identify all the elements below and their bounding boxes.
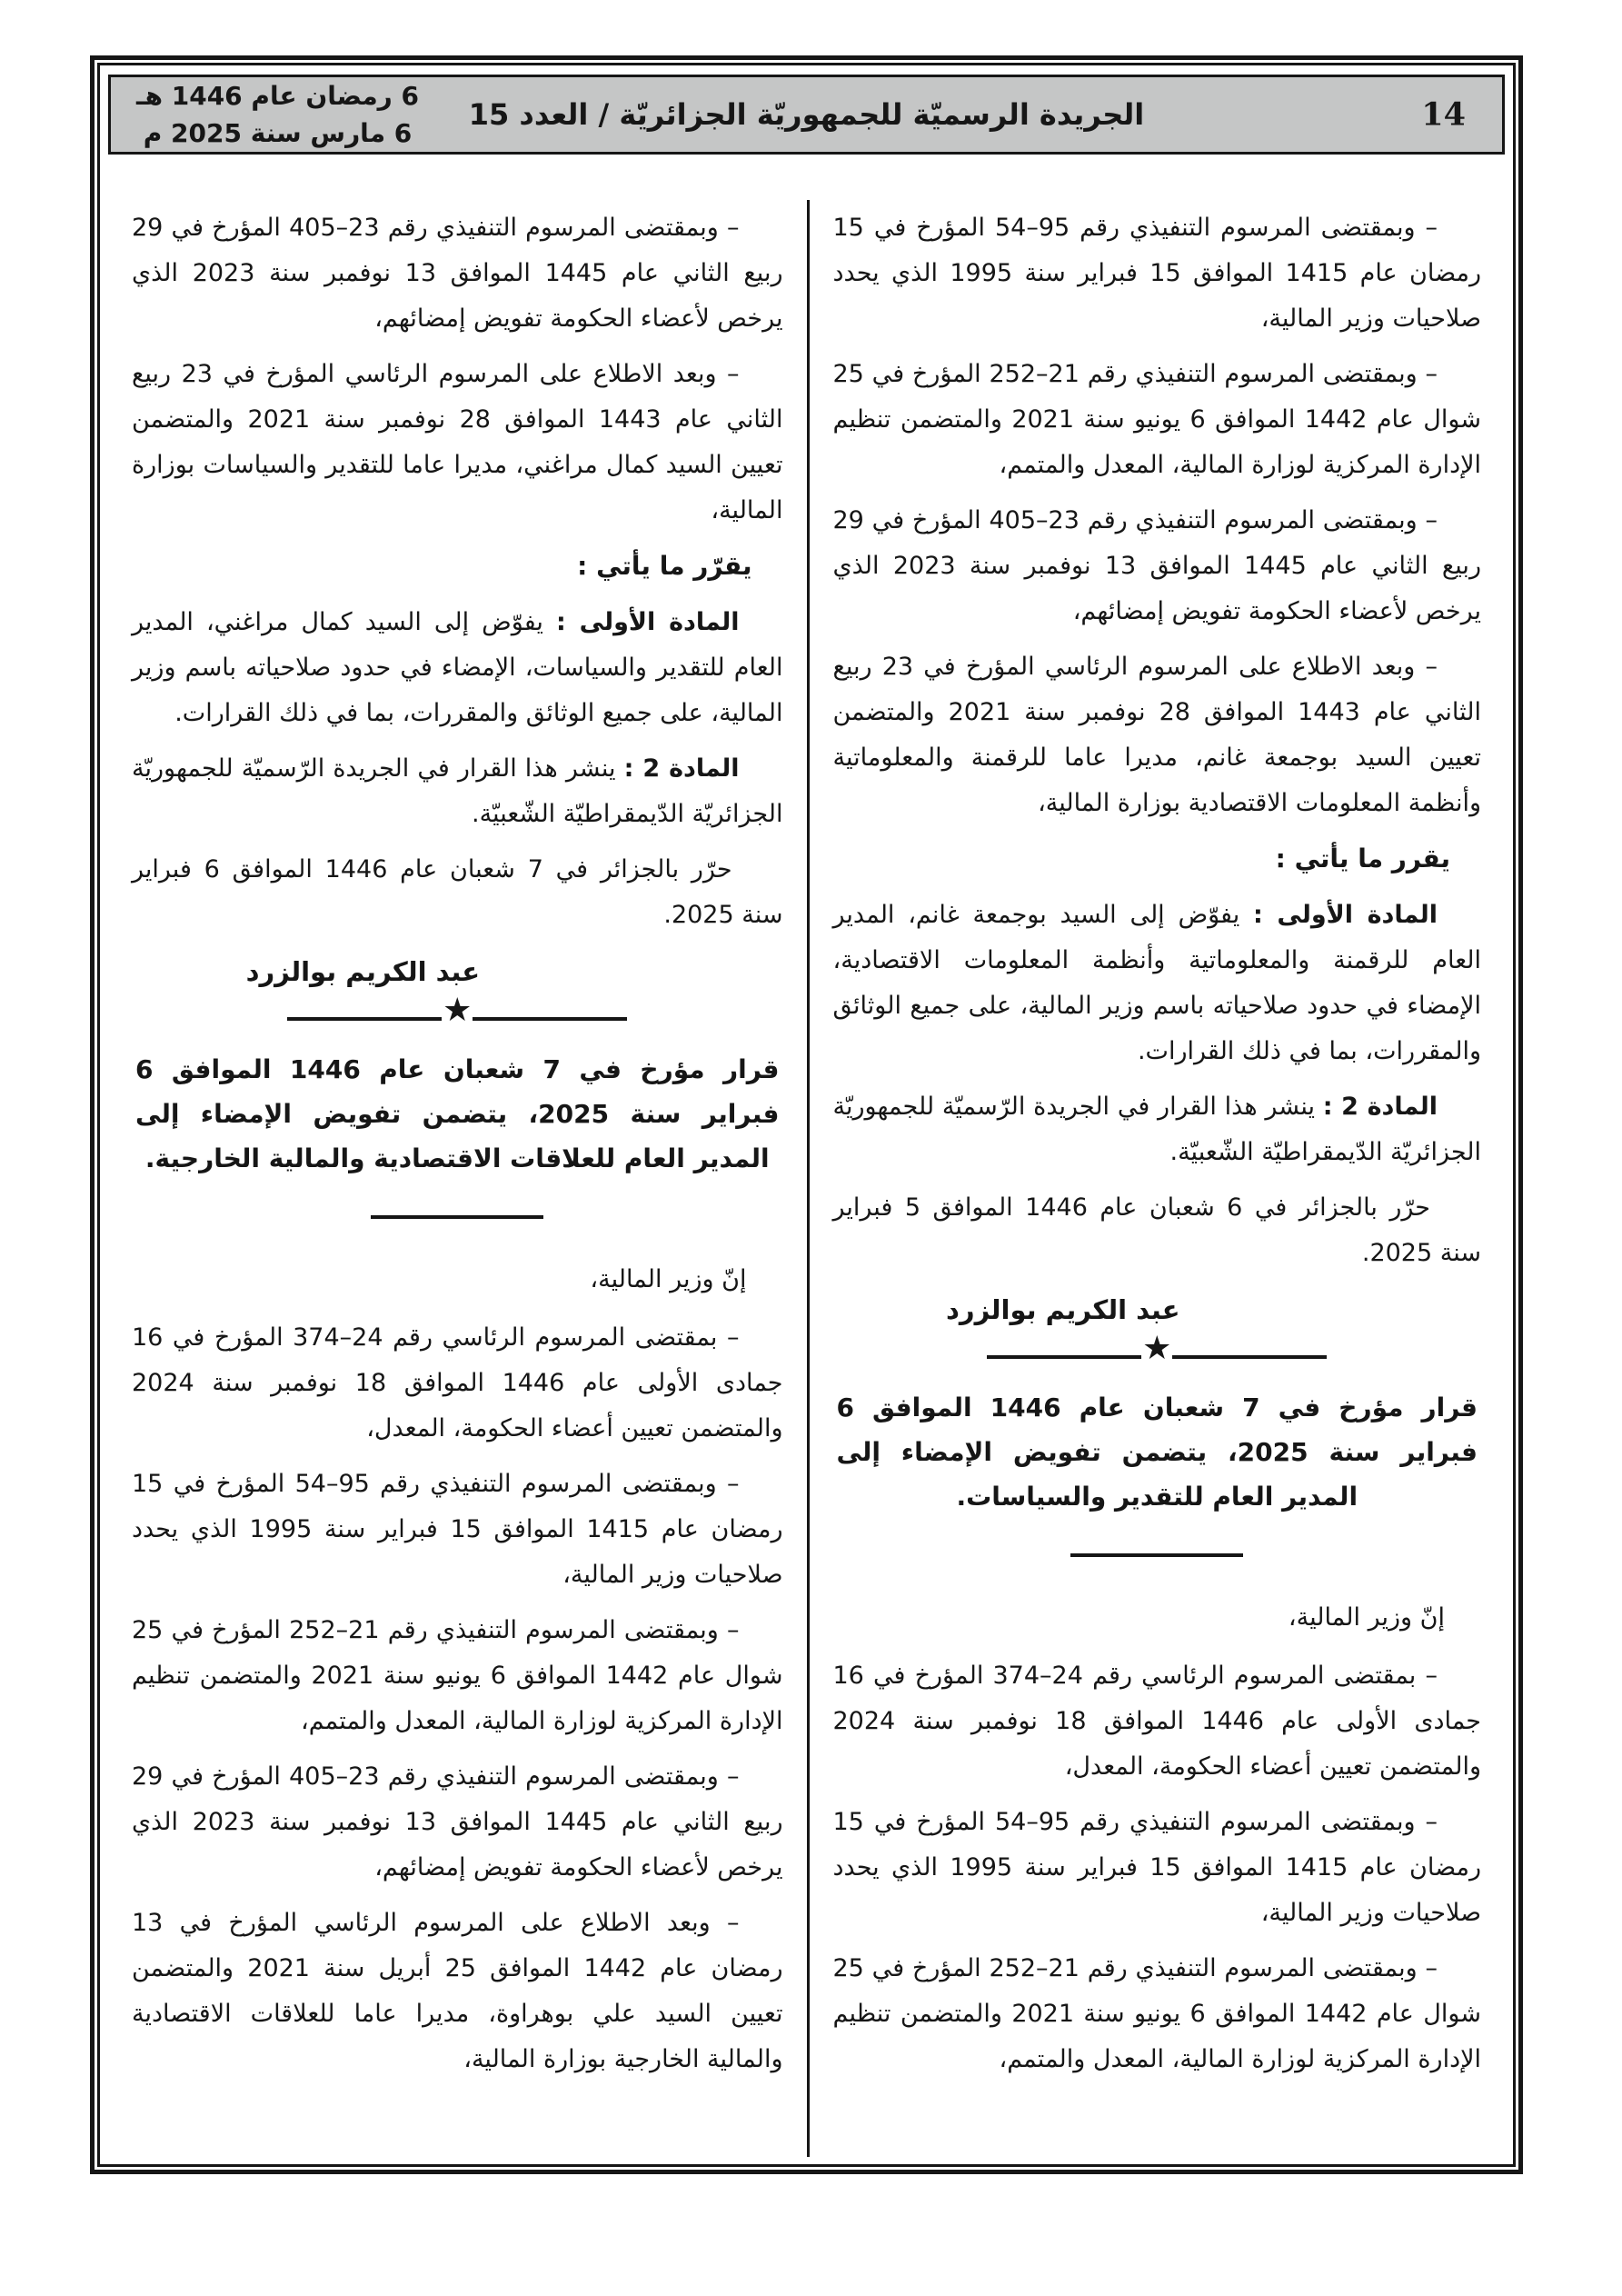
decision-title: قرار مؤرخ في 7 شعبان عام 1446 الموافق 6 فبراير سنة 2025، يتضمن تفويض الإمضاء إلى المدير العام للعلاقات الاقتصادية والمالية الخارجية. (135, 1054, 780, 1173)
date-hijri: 6 رمضان عام 1446 هـ (136, 81, 420, 111)
separator-line (287, 1017, 442, 1021)
visa-paragraph: – بمقتضى المرسوم الرئاسي رقم 24–374 المؤرخ في 16 جمادى الأولى عام 1446 الموافق 18 نوفمبر سنة 2024 والمتضمن تعيين أعضاء الحكومة، المعدل، (832, 1662, 1481, 1781)
visa-paragraph: – وبمقتضى المرسوم التنفيذي رقم 21–252 المؤرخ في 25 شوال عام 1442 الموافق 6 يونيو سنة 2021 والمتضمن تنظيم الإدارة المركزية لوزارة المالية، المعدل والمتمم، (132, 1616, 783, 1735)
article-label: المادة الأولى : (555, 608, 740, 636)
decides-line: يقرّر ما يأتي : (577, 551, 752, 581)
issue-dates (136, 77, 419, 152)
star-icon: ★ (1142, 1330, 1172, 1367)
article-label: المادة الأولى : (1253, 901, 1438, 929)
visa-paragraph: – وبمقتضى المرسوم التنفيذي رقم 21–252 المؤرخ في 25 شوال عام 1442 الموافق 6 يونيو سنة 2021 والمتضمن تنظيم الإدارة المركزية لوزارة المالية، المعدل والمتمم، (832, 1954, 1481, 2073)
visa-paragraph: – وبمقتضى المرسوم التنفيذي رقم 95–54 المؤرخ في 15 رمضان عام 1415 الموافق 15 فبراير سنة 1995 الذي يحدد صلاحيات وزير المالية، (832, 214, 1481, 333)
visa-paragraph: – وبمقتضى المرسوم التنفيذي رقم 23–405 المؤرخ في 29 ربيع الثاني عام 1445 الموافق 13 نوفمبر سنة 2023 الذي يرخص لأعضاء الحكومة تفويض إمضائهم، (132, 214, 783, 333)
columns-area (108, 200, 1505, 2157)
star-icon: ★ (443, 992, 473, 1029)
visa-paragraph: – وبمقتضى المرسوم التنفيذي رقم 21–252 المؤرخ في 25 شوال عام 1442 الموافق 6 يونيو سنة 2021 والمتضمن تنظيم الإدارة المركزية لوزارة المالية، المعدل والمتمم، (832, 360, 1481, 479)
rule-separator (1070, 1553, 1243, 1557)
minister-line: إنّ وزير المالية، (590, 1265, 747, 1293)
article-paragraph: المادة 2 : ينشر هذا القرار في الجريدة الرّسميّة للجمهوريّة الجزائريّة الدّيمقراطيّة الشّعبيّة. (832, 1093, 1481, 1166)
separator-line (473, 1017, 627, 1021)
issued-at-line: حرّر بالجزائر في 7 شعبان عام 1446 الموافق 6 فبراير سنة 2025. (132, 855, 783, 929)
article-label: المادة 2 : (1322, 1093, 1438, 1121)
page-frame-outer (90, 55, 1523, 2174)
header-band (108, 75, 1505, 155)
star-separator (132, 992, 783, 1029)
minister-line: إنّ وزير المالية، (1288, 1603, 1445, 1632)
separator-line (987, 1355, 1141, 1359)
gazette-title: الجريدة الرسميّة للجمهوريّة الجزائريّة / العدد 15 (468, 97, 1145, 132)
right-column (807, 200, 1506, 2157)
article-paragraph: المادة الأولى : يفوّض إلى السيد بوجمعة غانم، المدير العام للرقمنة والمعلوماتية وأنظمة المعلومات الاقتصادية، الإمضاء في حدود صلاحياته باسم وزير المالية، على جميع الوثائق والمقررات، بما في ذلك القرارات. (832, 901, 1481, 1065)
visa-paragraph: – وبعد الاطلاع على المرسوم الرئاسي المؤرخ في 13 رمضان عام 1442 الموافق 25 أبريل سنة 2021 والمتضمن تعيين السيد علي بوهراوة، مديرا عاما للعلاقات الاقتصادية والمالية الخارجية بوزارة المالية، (132, 1909, 783, 2073)
rule-separator (371, 1215, 543, 1219)
page-number: 14 (1421, 95, 1466, 134)
star-separator (833, 1330, 1482, 1367)
signature-name: عبد الكريم بوالزرد (245, 956, 481, 987)
decides-line: يقرر ما يأتي : (1275, 844, 1450, 873)
visa-paragraph: – وبمقتضى المرسوم التنفيذي رقم 23–405 المؤرخ في 29 ربيع الثاني عام 1445 الموافق 13 نوفمبر سنة 2023 الذي يرخص لأعضاء الحكومة تفويض إمضائهم، (832, 506, 1481, 625)
article-paragraph: المادة الأولى : يفوّض إلى السيد كمال مراغني، المدير العام للتقدير والسياسات، الإمضاء في حدود صلاحياته باسم وزير المالية، على جميع الوثائق والمقررات، بما في ذلك القرارات. (132, 608, 783, 727)
visa-paragraph: – وبمقتضى المرسوم التنفيذي رقم 95–54 المؤرخ في 15 رمضان عام 1415 الموافق 15 فبراير سنة 1995 الذي يحدد صلاحيات وزير المالية، (832, 1808, 1481, 1927)
visa-paragraph: – وبمقتضى المرسوم التنفيذي رقم 23–405 المؤرخ في 29 ربيع الثاني عام 1445 الموافق 13 نوفمبر سنة 2023 الذي يرخص لأعضاء الحكومة تفويض إمضائهم، (132, 1762, 783, 1882)
decision-title: قرار مؤرخ في 7 شعبان عام 1446 الموافق 6 فبراير سنة 2025، يتضمن تفويض الإمضاء إلى المدير العام للتقدير والسياسات. (836, 1393, 1478, 1512)
signature-name: عبد الكريم بوالزرد (946, 1294, 1180, 1325)
issued-at-line: حرّر بالجزائر في 6 شعبان عام 1446 الموافق 5 فبراير سنة 2025. (832, 1193, 1481, 1267)
visa-paragraph: – وبمقتضى المرسوم التنفيذي رقم 95–54 المؤرخ في 15 رمضان عام 1415 الموافق 15 فبراير سنة 1995 الذي يحدد صلاحيات وزير المالية، (132, 1470, 783, 1589)
date-gregorian: 6 مارس سنة 2025 م (143, 118, 413, 148)
separator-line (1172, 1355, 1327, 1359)
article-label: المادة 2 : (623, 754, 740, 783)
visa-paragraph: – وبعد الاطلاع على المرسوم الرئاسي المؤرخ في 23 ربيع الثاني عام 1443 الموافق 28 نوفمبر سنة 2021 والمتضمن تعيين السيد كمال مراغني، مديرا عاما للتقدير والسياسات بوزارة المالية، (132, 360, 783, 524)
page-frame-inner (97, 63, 1516, 2167)
left-column (108, 200, 807, 2157)
article-paragraph: المادة 2 : ينشر هذا القرار في الجريدة الرّسميّة للجمهوريّة الجزائريّة الدّيمقراطيّة الشّعبيّة. (132, 754, 783, 828)
visa-paragraph: – وبعد الاطلاع على المرسوم الرئاسي المؤرخ في 23 ربيع الثاني عام 1443 الموافق 28 نوفمبر سنة 2021 والمتضمن تعيين السيد بوجمعة غانم، مديرا عاما للرقمنة والمعلوماتية وأنظمة المعلومات الاقتصادية بوزارة المالية، (832, 653, 1481, 817)
visa-paragraph: – بمقتضى المرسوم الرئاسي رقم 24–374 المؤرخ في 16 جمادى الأولى عام 1446 الموافق 18 نوفمبر سنة 2024 والمتضمن تعيين أعضاء الحكومة، المعدل، (132, 1323, 783, 1442)
